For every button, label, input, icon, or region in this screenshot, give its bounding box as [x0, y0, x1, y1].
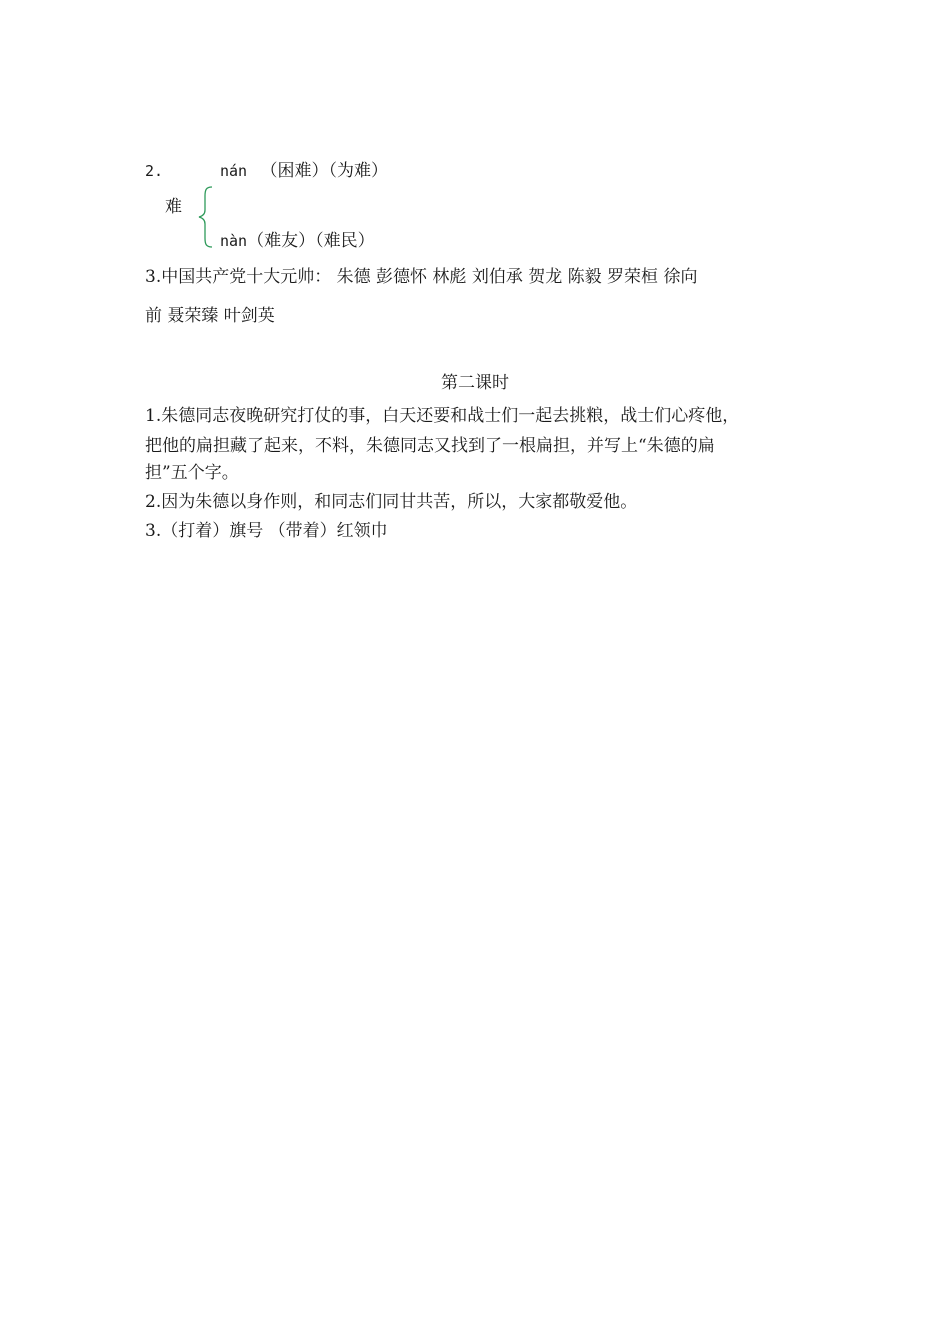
answer-3: 3.（打着）旗号 （带着）红领巾: [145, 521, 388, 541]
q2-words-2: （难友）（难民）: [247, 231, 375, 251]
q2-pinyin-1: nán: [220, 162, 248, 180]
q3-line-1: 3.中国共产党十大元帅： 朱德 彭德怀 林彪 刘伯承 贺龙 陈毅 罗荣桓 徐向: [145, 267, 698, 287]
answer-2: 2.因为朱德以身作则，和同志们同甘共苦，所以，大家都敬爱他。: [145, 492, 638, 512]
answer-1-line-2: 把他的扁担藏了起来，不料，朱德同志又找到了一根扁担，并写上“朱德的扁: [145, 436, 715, 456]
q2-pinyin-2: nàn: [220, 232, 248, 250]
q2-reading-1: [220, 159, 388, 183]
curly-brace-icon: [196, 186, 216, 248]
answer-1-line-1: 1.朱德同志夜晚研究打仗的事，白天还要和战士们一起去挑粮，战士们心疼他，: [145, 406, 740, 426]
section-title: 第二课时: [441, 373, 509, 393]
answer-1-line-3: 担”五个字。: [145, 463, 239, 483]
q2-words-1: （困难）（为难）: [260, 161, 388, 181]
q2-character: 难: [165, 197, 182, 217]
q2-number: 2.: [145, 162, 164, 180]
q2-reading-2: [220, 229, 375, 253]
q3-line-2: 前 聂荣臻 叶剑英: [145, 306, 275, 326]
